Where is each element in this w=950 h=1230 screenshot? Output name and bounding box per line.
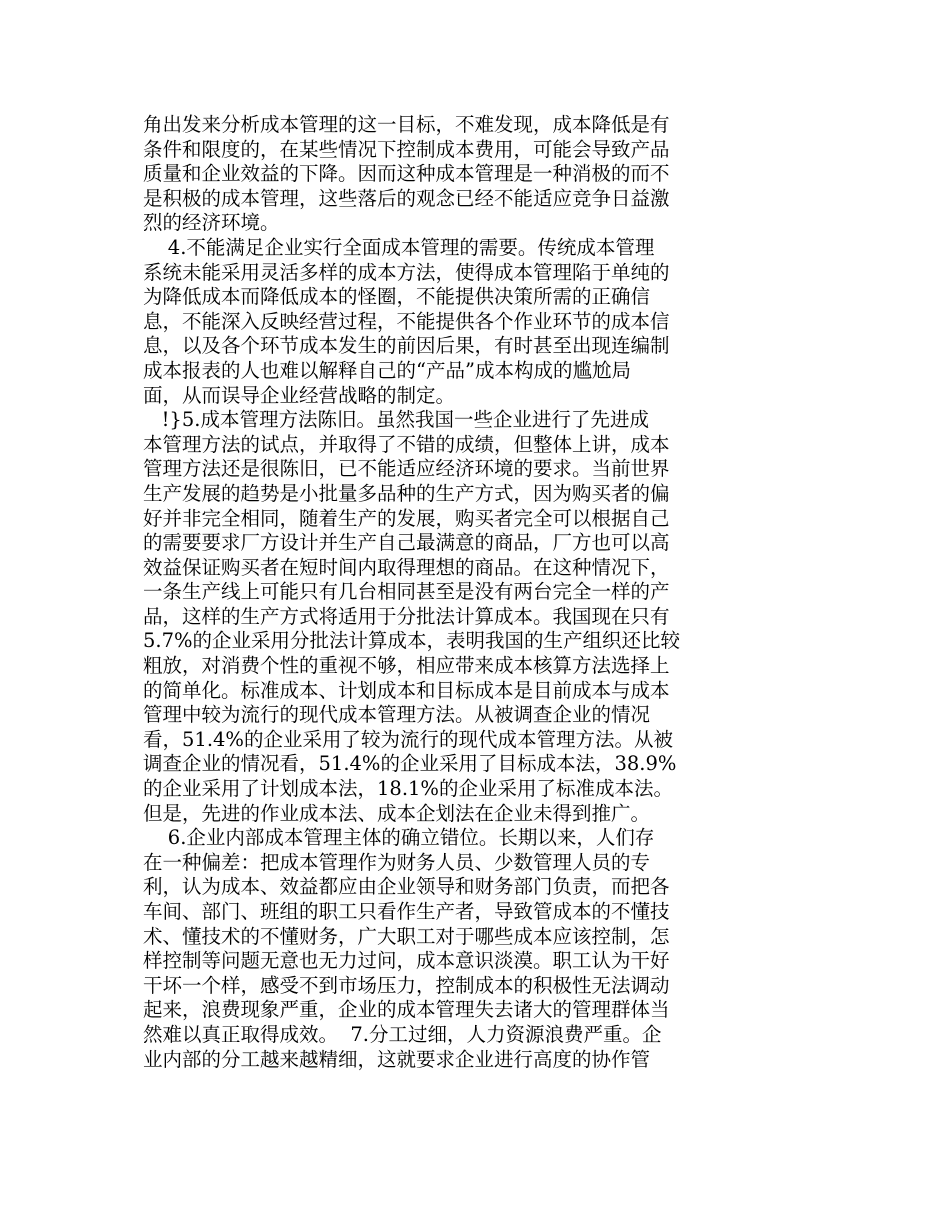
text-line: 本管理方法的试点，并取得了不错的成绩，但整体上讲，成本	[143, 432, 670, 456]
text-line: 干坏一个样，感受不到市场压力，控制成本的积极性无法调动	[143, 973, 670, 997]
text-line: 面，从而误导企业经营战略的制定。	[143, 383, 456, 407]
text-line: 效益保证购买者在短时间内取得理想的商品。在这种情况下，	[143, 555, 670, 579]
text-line: 的简单化。标准成本、计划成本和目标成本是目前成本与成本	[143, 678, 670, 702]
text-line: 品，这样的生产方式将适用于分批法计算成本。我国现在只有	[143, 604, 670, 628]
text-line: 6.企业内部成本管理主体的确立错位。长期以来，人们存	[143, 826, 655, 850]
body-text	[143, 113, 743, 1072]
text-line: 息，以及各个环节成本发生的前因后果，有时甚至出现连编制	[143, 334, 670, 358]
text-line: 管理中较为流行的现代成本管理方法。从被调查企业的情况	[143, 703, 651, 727]
text-line: 4.不能满足企业实行全面成本管理的需要。传统成本管理	[143, 235, 655, 259]
text-line: 角出发来分析成本管理的这一目标，不难发现，成本降低是有	[143, 113, 670, 136]
text-line: 一条生产线上可能只有几台相同甚至是没有两台完全一样的产	[143, 580, 670, 604]
text-line: 质量和企业效益的下降。因而这种成本管理是一种消极的而不	[143, 162, 670, 186]
text-line: 好并非完全相同，随着生产的发展，购买者完全可以根据自己	[143, 506, 670, 530]
text-line: 生产发展的趋势是小批量多品种的生产方式，因为购买者的偏	[143, 481, 670, 505]
text-line: 起来，浪费现象严重，企业的成本管理失去诸大的管理群体当	[143, 998, 670, 1022]
text-line: 的企业采用了计划成本法，18.1%的企业采用了标准成本法。	[143, 777, 673, 801]
text-line: 条件和限度的，在某些情况下控制成本费用，可能会导致产品	[143, 137, 670, 161]
text-line: 车间、部门、班组的职工只看作生产者，导致管成本的不懂技	[143, 900, 670, 923]
text-line: 粗放，对消费个性的重视不够，相应带来成本核算方法选择上	[143, 654, 670, 678]
text-line: 的需要要求厂方设计并生产自己最满意的商品，厂方也可以高	[143, 531, 670, 555]
text-line: 看，51.4%的企业采用了较为流行的现代成本管理方法。从被	[143, 727, 673, 751]
text-line: 息，不能深入反映经营过程，不能提供各个作业环节的成本信	[143, 309, 670, 333]
text-line: !}5.成本管理方法陈旧。虽然我国一些企业进行了先进成	[143, 408, 649, 432]
text-line: 为降低成本而降低成本的怪圈，不能提供决策所需的正确信	[143, 285, 651, 309]
text-line: 烈的经济环境。	[143, 211, 280, 235]
text-line: 管理方法还是很陈旧，已不能适应经济环境的要求。当前世界	[143, 457, 670, 481]
text-line: 调查企业的情况看，51.4%的企业采用了目标成本法，38.9%	[143, 752, 677, 776]
text-line: 样控制等问题无意也无力过问，成本意识淡漠。职工认为干好	[143, 949, 670, 973]
text-line: 5.7%的企业采用分批法计算成本，表明我国的生产组织还比较	[143, 629, 681, 653]
text-line: 然难以真正取得成效。 7.分工过细，人力资源浪费严重。企	[143, 1022, 662, 1046]
text-line: 利，认为成本、效益都应由企业领导和财务部门负责，而把各	[143, 875, 670, 899]
text-line: 术、懂技术的不懂财务，广大职工对于哪些成本应该控制，怎	[143, 924, 670, 948]
text-line: 但是，先进的作业成本法、成本企划法在企业未得到推广。	[143, 801, 651, 825]
text-line: 是积极的成本管理，这些落后的观念已经不能适应竞争日益激	[143, 186, 670, 210]
text-line: 成本报表的人也难以解释自己的“产品”成本构成的尴尬局	[143, 358, 631, 382]
text-line: 业内部的分工越来越精细，这就要求企业进行高度的协作管	[143, 1047, 651, 1071]
text-line: 系统未能采用灵活多样的成本方法，使得成本管理陷于单纯的	[143, 260, 670, 284]
text-line: 在一种偏差：把成本管理作为财务人员、少数管理人员的专	[143, 850, 651, 874]
